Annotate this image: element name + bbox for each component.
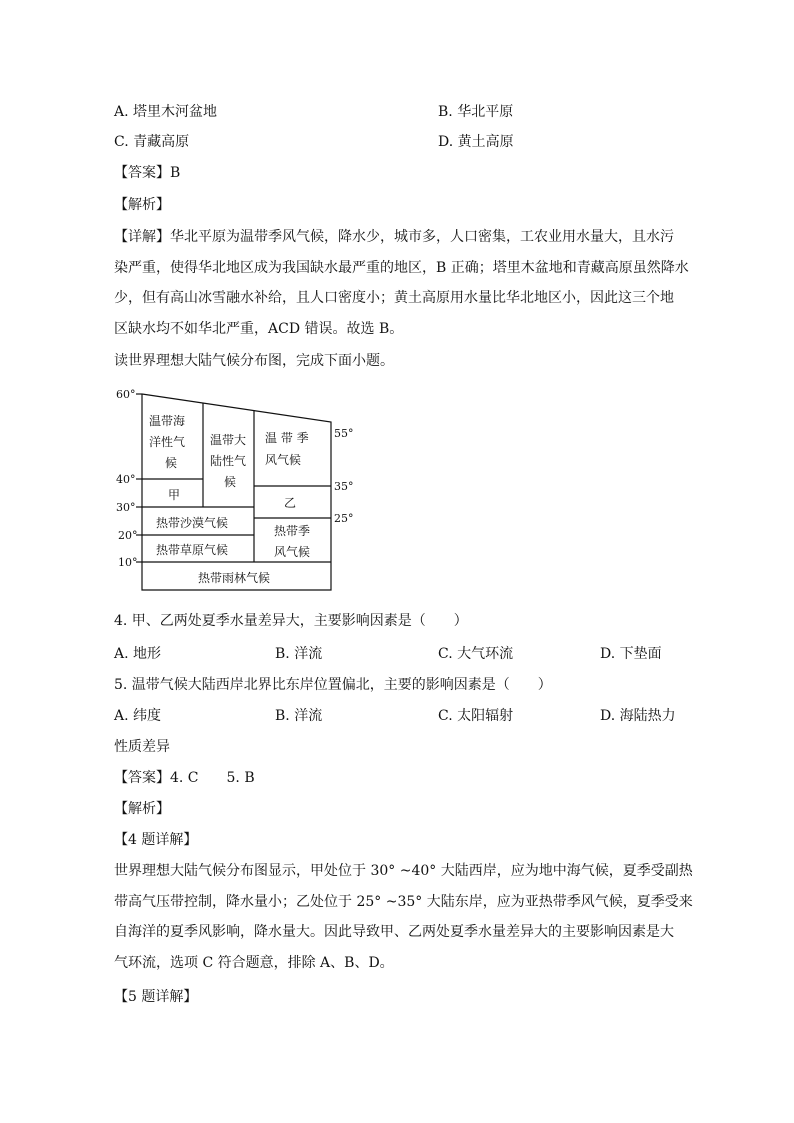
- q4-detail-line: 世界理想大陆气候分布图显示，甲处位于 30° ~40° 大陆西岸，应为地中海气候，夏季受副热: [114, 863, 693, 879]
- zone-temperate-continental: 候: [224, 475, 237, 489]
- q4-detail-line: 带高气压带控制，降水量小；乙处位于 25° ~35° 大陆东岸，应为亚热带季风气候，夏季受来: [114, 893, 693, 910]
- zone-tropical-monsoon: 热带季: [274, 524, 311, 538]
- q4-option-b: B. 洋流: [275, 646, 323, 662]
- q3-detail-line: 【详解】华北平原为温带季风气候，降水少，城市多，人口密集，工农业用水量大，且水污: [114, 229, 674, 245]
- zone-temperate-maritime: 温带海: [149, 414, 186, 428]
- lat-label-55: 55°: [334, 427, 354, 440]
- q4-detail-line: 气环流，选项 C 符合题意，排除 A、B、D。: [114, 954, 394, 971]
- zone-yi: 乙: [284, 496, 297, 510]
- analysis-4-5-label: 【解析】: [114, 801, 170, 817]
- zone-temperate-monsoon: 风气候: [265, 453, 302, 467]
- q5-stem: 5. 温带气候大陆西岸北界比东岸位置偏北，主要的影响因素是（ ）: [114, 677, 552, 693]
- q3-detail: [114, 222, 689, 344]
- zone-temperate-maritime: 洋性气: [149, 435, 186, 449]
- zone-jia: 甲: [168, 488, 181, 502]
- q3-option-c: C. 青藏高原: [114, 134, 190, 150]
- q4-detail: [114, 856, 693, 978]
- q5-option-a: A. 纬度: [114, 708, 162, 724]
- q3-detail-line: 少，但有高山冰雪融水补给，且人口密度小；黄土高原用水量比华北地区小，因此这三个地: [114, 290, 674, 307]
- q4-detail-line: 自海洋的夏季风影响，降水量大。因此导致甲、乙两处夏季水量差异大的主要影响因素是大: [114, 924, 674, 941]
- q5-option-d-continued: 性质差异: [114, 739, 170, 755]
- q5-detail-label: 【5 题详解】: [114, 989, 198, 1005]
- q3-detail-line: 区缺水均不如华北严重，ACD 错误。故选 B。: [114, 320, 404, 337]
- lat-label-10: 10°: [118, 556, 138, 569]
- zone-tropical-savanna: 热带草原气候: [156, 543, 229, 557]
- q3-option-d: D. 黄土高原: [438, 134, 514, 150]
- q3-option-b: B. 华北平原: [438, 104, 514, 120]
- q3-answer: 【答案】B: [114, 165, 181, 181]
- q4-option-d: D. 下垫面: [600, 646, 662, 662]
- zone-temperate-continental: 温带大: [210, 433, 247, 447]
- zone-tropical-rainforest: 热带雨林气候: [198, 571, 271, 585]
- q4-detail-label: 【4 题详解】: [114, 832, 198, 848]
- zone-temperate-maritime: 候: [165, 456, 178, 470]
- zone-tropical-monsoon: 风气候: [274, 545, 311, 559]
- zone-tropical-desert: 热带沙漠气候: [156, 516, 229, 530]
- q5-option-c: C. 太阳辐射: [438, 708, 514, 724]
- q4-option-c: C. 大气环流: [438, 646, 514, 662]
- q3-option-a: A. 塔里木河盆地: [114, 104, 218, 120]
- climate-diagram: [112, 382, 372, 597]
- zone-temperate-monsoon: 温 带 季: [265, 431, 309, 445]
- q3-analysis-label: 【解析】: [114, 197, 170, 213]
- intro-text: 读世界理想大陆气候分布图，完成下面小题。: [114, 353, 394, 369]
- zone-temperate-continental: 陆性气: [210, 454, 247, 468]
- answer-4-5: 【答案】4. C 5. B: [114, 770, 255, 786]
- q4-option-a: A. 地形: [114, 646, 162, 662]
- q5-option-d: D. 海陆热力: [600, 708, 676, 724]
- lat-label-25: 25°: [334, 512, 354, 525]
- lat-label-60: 60°: [116, 388, 136, 401]
- lat-label-35: 35°: [334, 480, 354, 493]
- lat-label-40: 40°: [116, 473, 136, 486]
- q5-option-b: B. 洋流: [275, 708, 323, 724]
- lat-label-20: 20°: [118, 529, 138, 542]
- q3-detail-line: 染严重，使得华北地区成为我国缺水最严重的地区，B 正确；塔里木盆地和青藏高原虽然降水: [114, 259, 689, 276]
- q4-stem: 4. 甲、乙两处夏季水量差异大，主要影响因素是（ ）: [114, 613, 468, 629]
- lat-label-30: 30°: [116, 501, 136, 514]
